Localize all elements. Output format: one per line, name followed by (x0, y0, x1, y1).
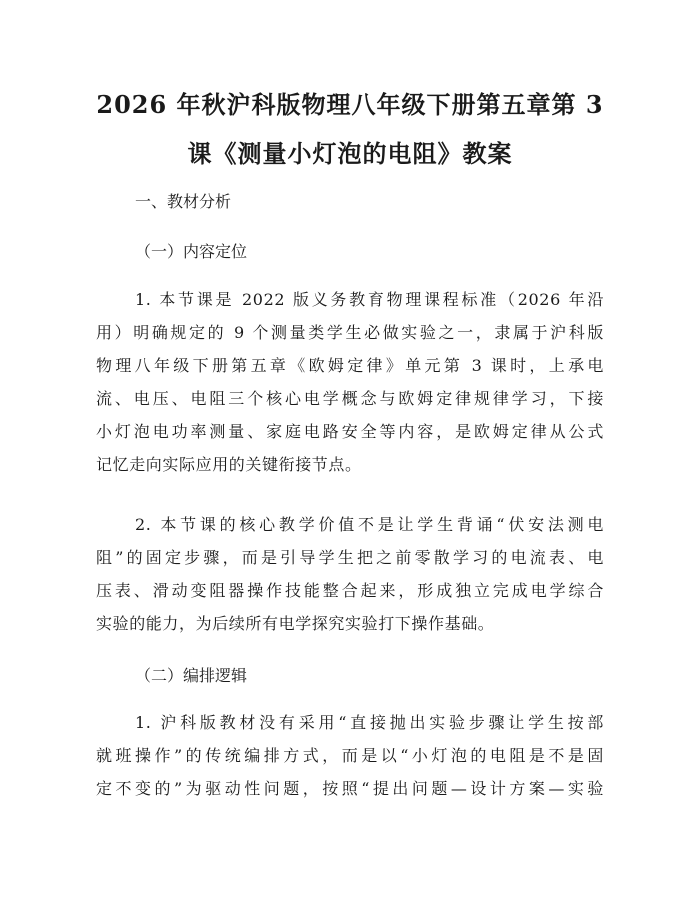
subsection-heading-2: （二）编排逻辑 (135, 666, 248, 685)
paragraph-1-line: 用）明确规定的 9 个测量类学生必做实验之一，隶属于沪科版 (96, 323, 604, 342)
paragraph-1-line: 小灯泡电功率测量、家庭电路安全等内容，是欧姆定律从公式 (96, 422, 604, 441)
paragraph-2-line: 2. 本节课的核心教学价值不是让学生背诵“伏安法测电 (135, 515, 604, 534)
paragraph-1-line: 记忆走向实际应用的关键衔接节点。 (96, 455, 362, 474)
paragraph-1-line: 流、电压、电阻三个核心电学概念与欧姆定律规律学习，下接 (96, 389, 604, 408)
section-heading-1: 一、教材分析 (135, 192, 232, 211)
title-line-2: 课《测量小灯泡的电阻》教案 (187, 139, 513, 168)
paragraph-1-line: 物理八年级下册第五章《欧姆定律》单元第 3 课时，上承电 (96, 356, 604, 375)
subsection-heading-1: （一）内容定位 (135, 242, 248, 261)
paragraph-2-line: 阻”的固定步骤，而是引导学生把之前零散学习的电流表、电 (96, 548, 604, 567)
document-title (96, 80, 604, 178)
paragraph-1-line: 1. 本节课是 2022 版义务教育物理课程标准（2026 年沿 (135, 290, 604, 309)
paragraph-3-line: 就班操作”的传统编排方式，而是以“小灯泡的电阻是不是固 (96, 746, 604, 765)
title-line-1: 2026 年秋沪科版物理八年级下册第五章第 3 (96, 90, 604, 119)
paragraph-2 (96, 508, 604, 640)
paragraph-3-line: 1. 沪科版教材没有采用“直接抛出实验步骤让学生按部 (135, 713, 604, 732)
paragraph-1 (96, 283, 604, 481)
paragraph-3-line: 定不变的”为驱动性问题，按照“提出问题—设计方案—实验 (96, 779, 604, 798)
paragraph-2-line: 压表、滑动变阻器操作技能整合起来，形成独立完成电学综合 (96, 581, 604, 600)
paragraph-3 (96, 706, 604, 805)
paragraph-2-line: 实验的能力，为后续所有电学探究实验打下操作基础。 (96, 614, 495, 633)
